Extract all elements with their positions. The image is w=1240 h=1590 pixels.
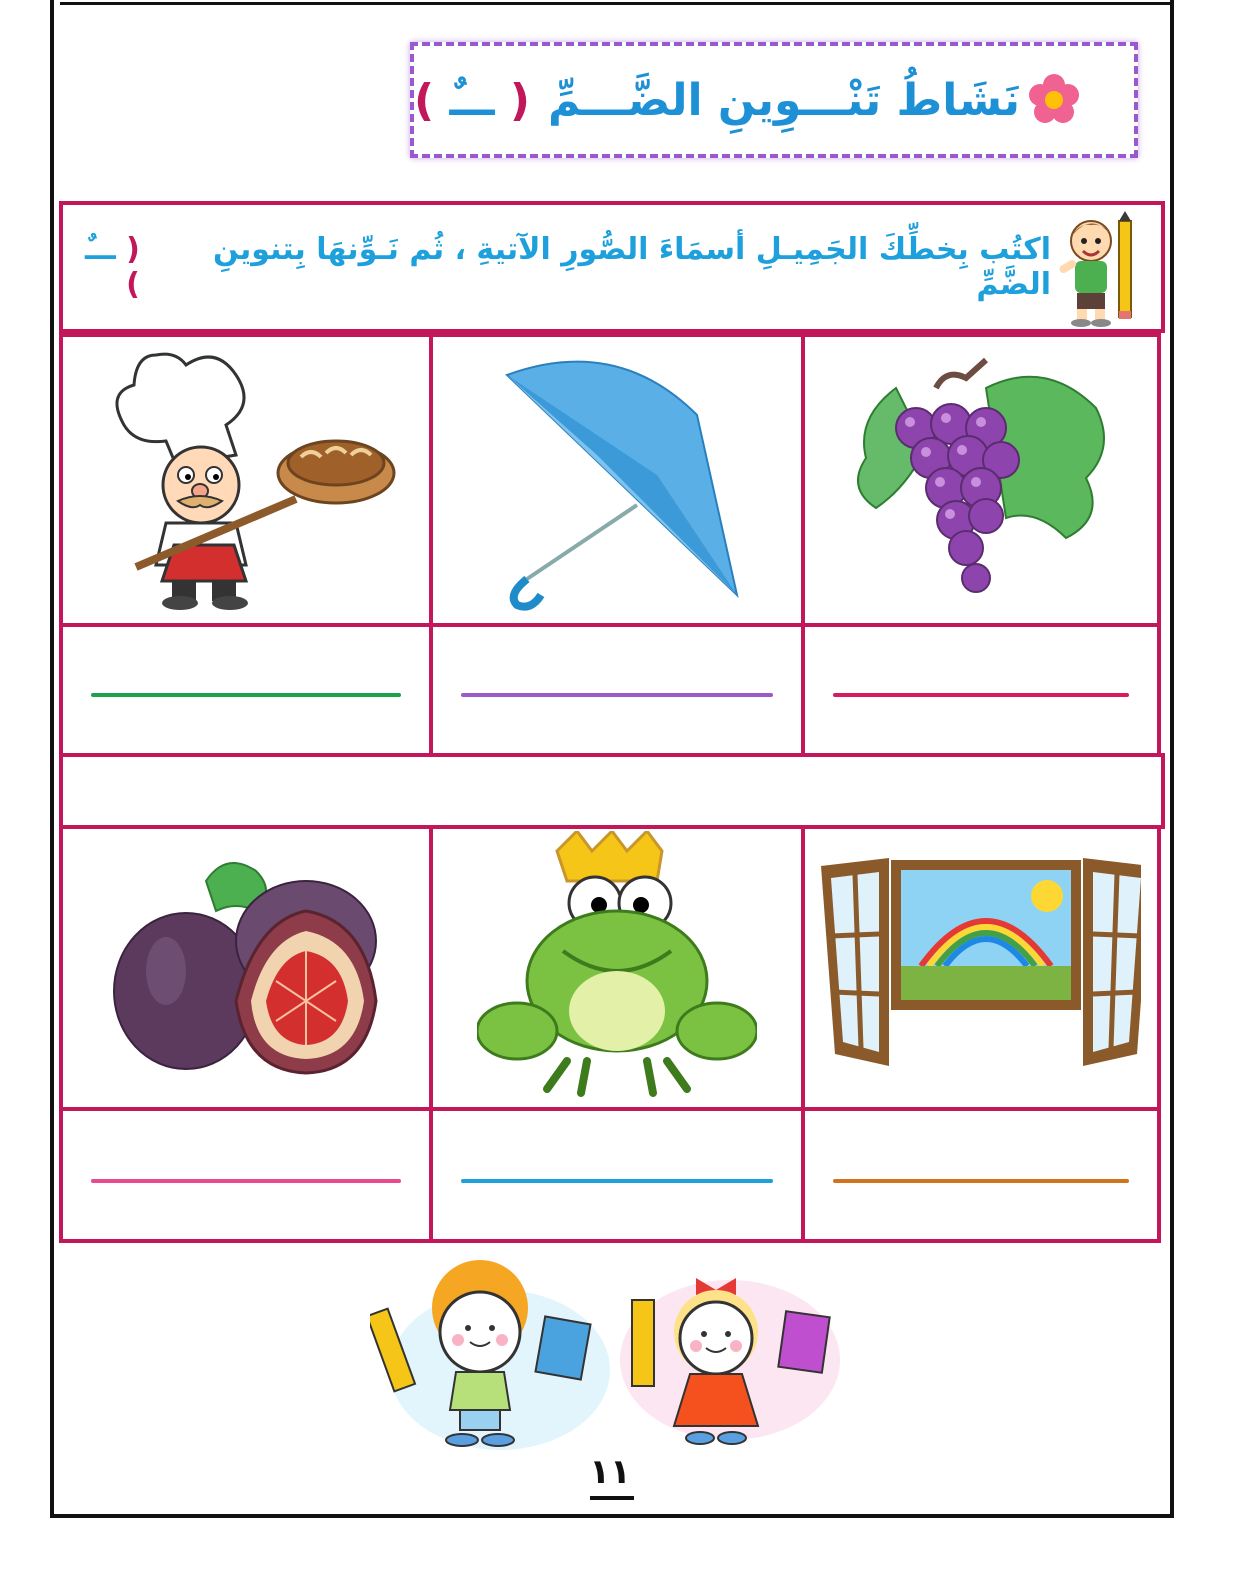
boy-with-pencil-icon <box>1053 211 1143 327</box>
page-number-underline <box>590 1496 634 1500</box>
frog-icon <box>477 831 757 1105</box>
answer-cell-umbrella[interactable] <box>429 623 805 757</box>
title-symbol-open: ( <box>509 74 530 126</box>
answer-row-2 <box>59 1107 1165 1243</box>
title-box <box>410 42 1138 158</box>
picture-cell-grapes <box>801 333 1161 627</box>
baker-icon <box>96 345 396 615</box>
title-symbol-mark: ـــٌ <box>449 74 495 126</box>
grapes-icon <box>836 348 1126 612</box>
picture-row-1 <box>59 333 1165 627</box>
answer-cell-window[interactable] <box>801 1107 1161 1243</box>
instruction-symbol-close: ) <box>126 267 140 302</box>
write-line <box>833 1179 1129 1183</box>
title-symbol <box>414 75 530 126</box>
write-line <box>91 693 401 697</box>
picture-cell-window <box>801 825 1161 1111</box>
instruction-symbol-open: ( <box>126 232 140 267</box>
write-line <box>461 1179 773 1183</box>
picture-row-2 <box>59 825 1165 1111</box>
instruction-text: اكتُب بِخطِّكَ الجَمِيـلِ أسمَاءَ الصُّورِ الآتيةِ ، ثُم نَـوِّنهَا بِتنوينِ الضَّمِّ <box>212 232 1051 302</box>
answer-row-1 <box>59 623 1165 757</box>
write-line <box>461 693 773 697</box>
page-number: ١١ <box>589 1452 631 1492</box>
picture-cell-frog <box>429 825 805 1111</box>
page-title: نَشَاطُ تَنْـــوِينِ الضَّـــمِّ <box>548 74 1021 126</box>
title-symbol-close: ) <box>414 74 435 126</box>
window-icon <box>821 856 1141 1080</box>
instruction-box <box>59 201 1165 333</box>
write-line <box>833 693 1129 697</box>
instruction-symbol-mark: ـــٌ <box>84 232 116 267</box>
answer-cell-frog[interactable] <box>429 1107 805 1243</box>
answer-cell-baker[interactable] <box>59 623 433 757</box>
answer-cell-grapes[interactable] <box>801 623 1161 757</box>
row-separator <box>59 753 1165 829</box>
picture-cell-baker <box>59 333 433 627</box>
top-rule <box>60 2 1170 5</box>
instruction-symbol <box>63 232 140 302</box>
umbrella-icon <box>487 345 747 615</box>
flower-icon <box>1028 74 1080 126</box>
children-with-books-icon <box>370 1250 850 1460</box>
figs-icon <box>106 851 386 1085</box>
write-line <box>91 1179 401 1183</box>
answer-cell-figs[interactable] <box>59 1107 433 1243</box>
picture-cell-umbrella <box>429 333 805 627</box>
picture-cell-figs <box>59 825 433 1111</box>
